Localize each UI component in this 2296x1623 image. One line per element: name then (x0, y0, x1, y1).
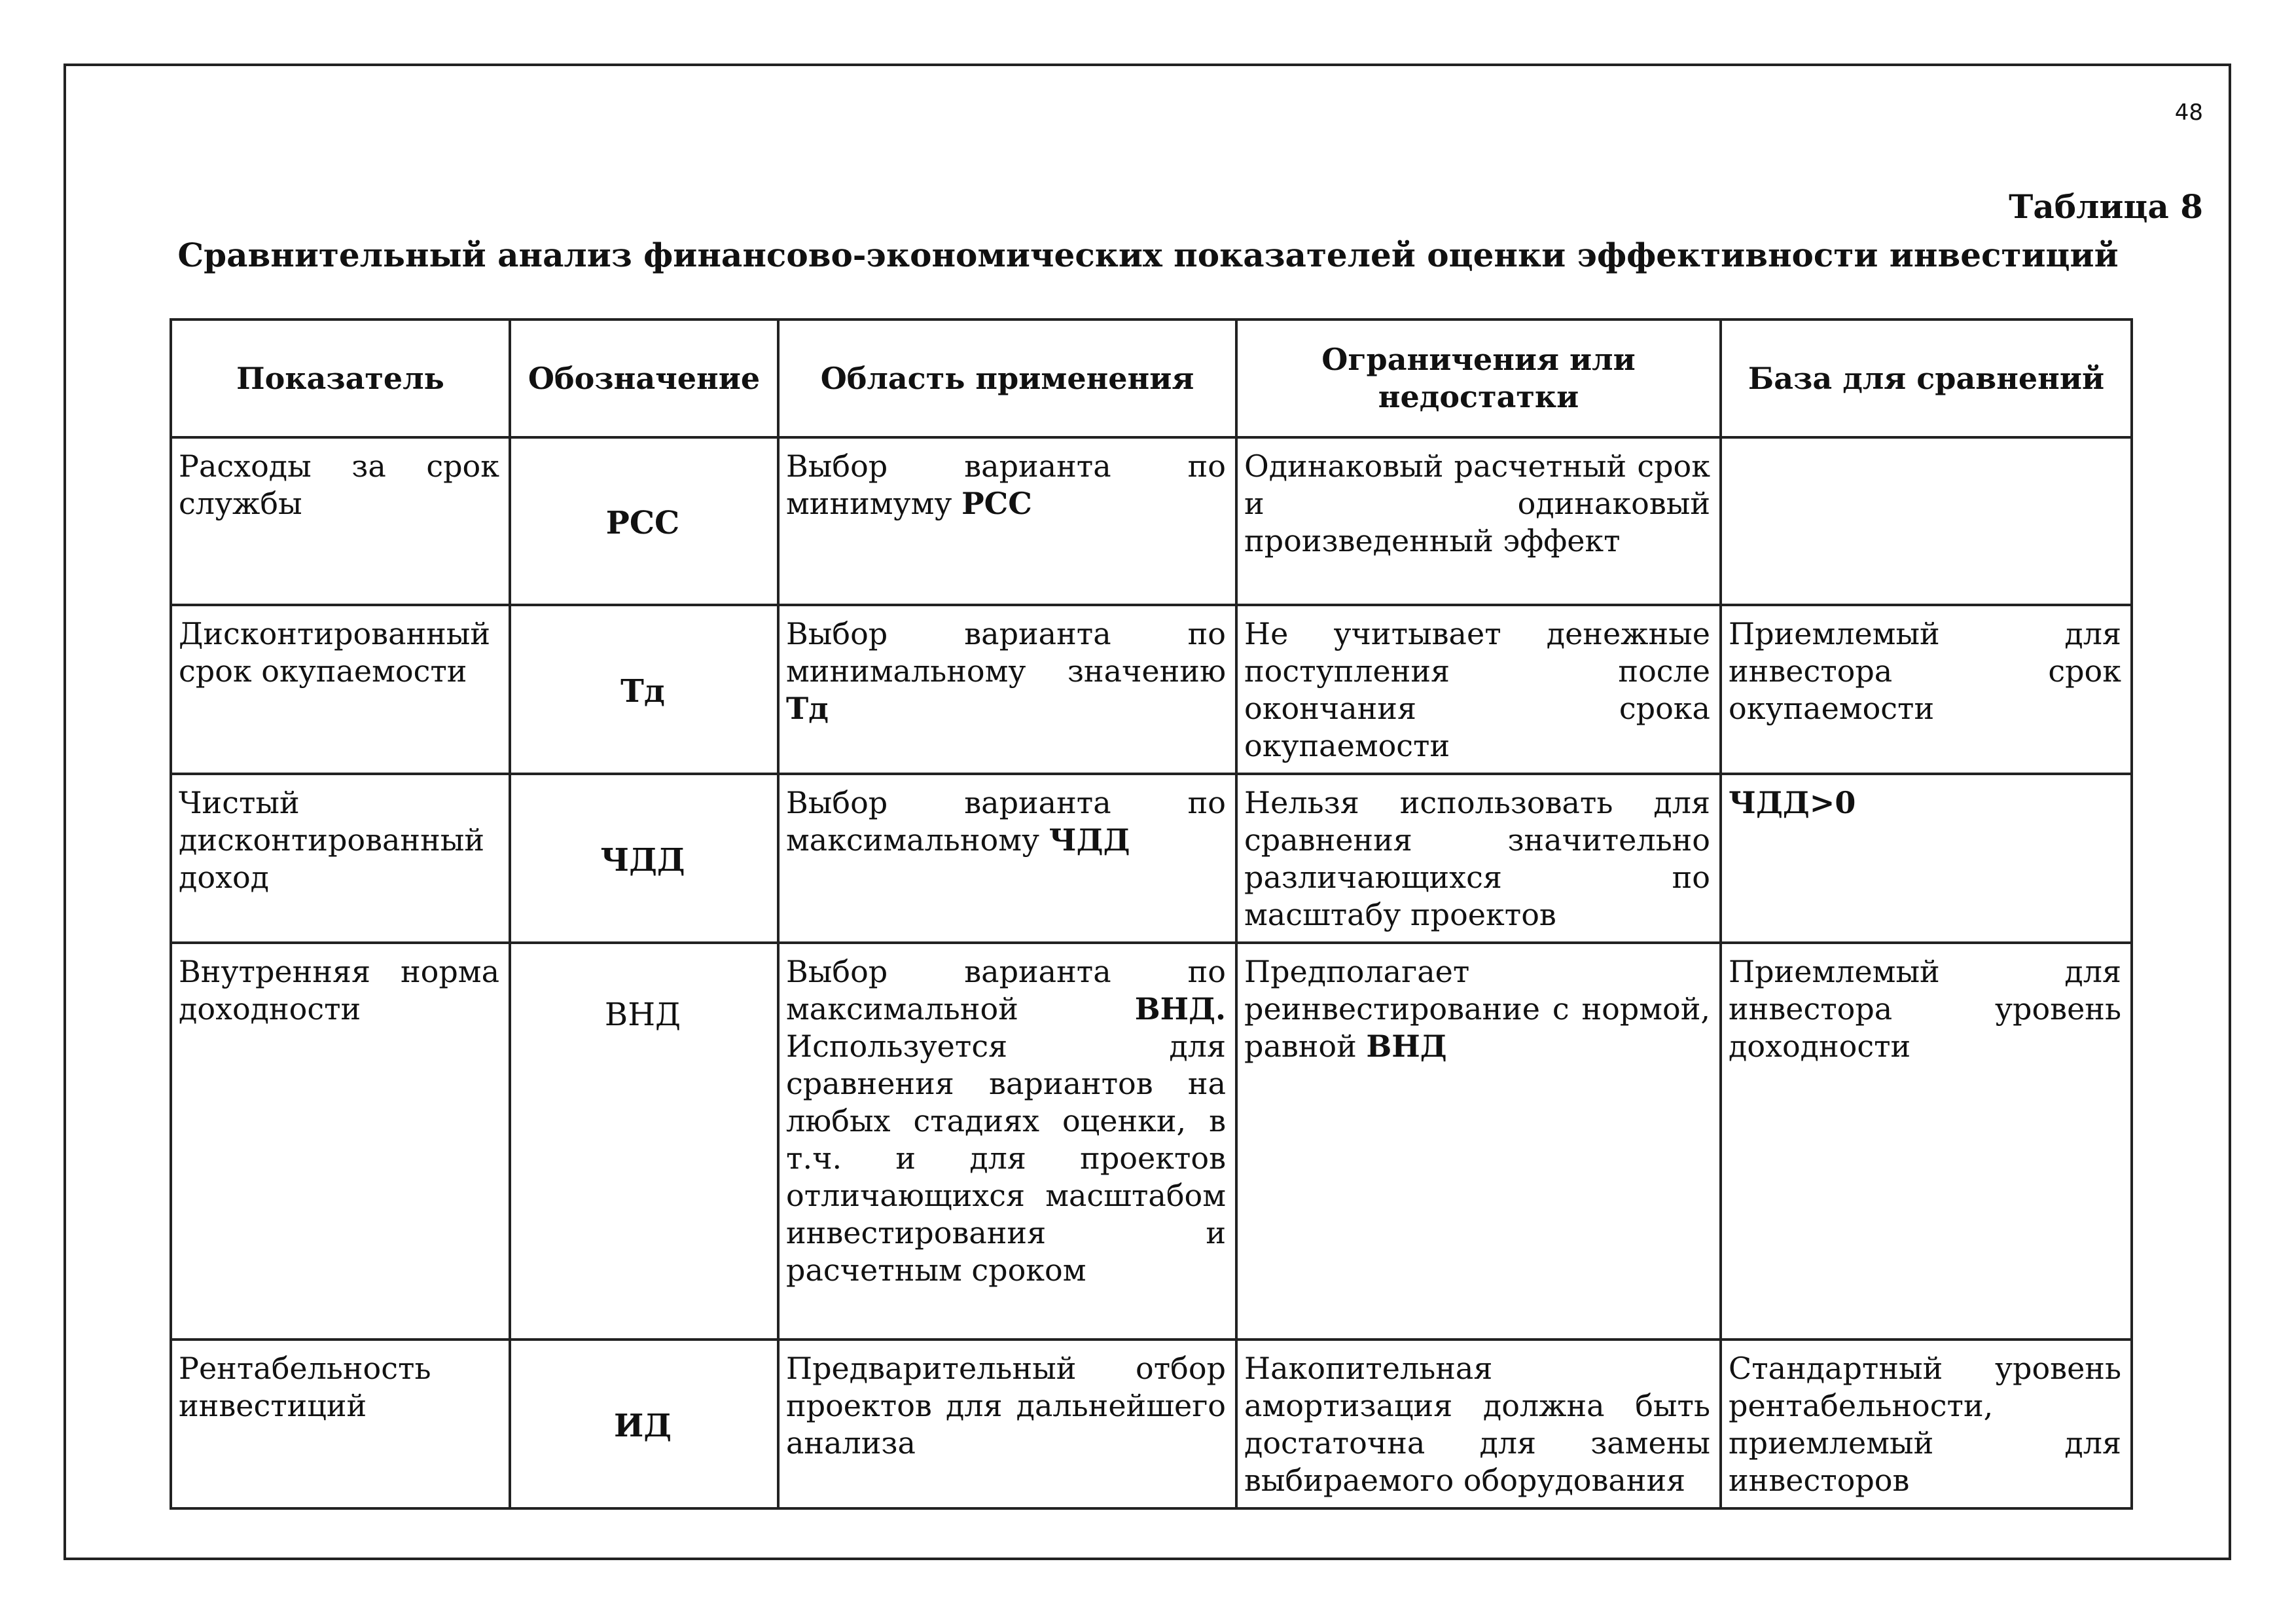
table-title: Сравнительный анализ финансово-экономических показателей оценки эффективности инвестиций (177, 236, 2119, 274)
cell-indicator: Рентабельность инвестиций (171, 1340, 510, 1508)
header-indicator: Показатель (171, 319, 510, 437)
page-number: 48 (2174, 100, 2203, 126)
cell-indicator: Чистый дисконтированный доход (171, 774, 510, 943)
cell-limitations: Не учитывает денежные поступления после окончания срока окупаемости (1236, 605, 1721, 774)
table-row (171, 774, 2132, 943)
header-designation: Обозначение (510, 319, 778, 437)
table-row (171, 943, 2132, 1340)
header-comparison-base: База для сравнений (1721, 319, 2132, 437)
cell-application (778, 774, 1236, 943)
cell-comparison-base: Стандартный уровень рентабельности, приемлемый для инвесторов (1721, 1340, 2132, 1508)
cell-comparison-base: Приемлемый для инвестора уровень доходности (1721, 943, 2132, 1340)
table-header-row (171, 319, 2132, 437)
limitations-bold: ВНД (1366, 1029, 1447, 1064)
application-text: Выбор варианта по минимальному значению (786, 616, 1226, 689)
table-row (171, 605, 2132, 774)
cell-limitations: Накопительная амортизация должна быть достаточна для замены выбираемого оборудования (1236, 1340, 1721, 1508)
cell-limitations (1236, 943, 1721, 1340)
limitations-text: Предполагает реинвестирование с нормой, равной (1244, 954, 1710, 1064)
cell-limitations: Одинаковый расчетный срок и одинаковый произведенный эффект (1236, 437, 1721, 605)
cell-application (778, 437, 1236, 605)
cell-designation: Тд (510, 605, 778, 774)
cell-designation: ВНД (510, 943, 778, 1340)
cell-designation: ИД (510, 1340, 778, 1508)
cell-indicator: Внутренняя норма доходности (171, 943, 510, 1340)
cell-limitations: Нельзя использовать для сравнения значительно различающихся по масштабу проектов (1236, 774, 1721, 943)
application-text: Выбор варианта по максимальному (786, 785, 1226, 858)
application-bold: Тд (786, 691, 829, 726)
cell-indicator: Дисконтированный срок окупаемости (171, 605, 510, 774)
application-tail: Используется для сравнения вариантов на любых стадиях оценки, в т.ч. и для проектов отличающихся масштабом инвестирования и расчетным сроком (786, 1029, 1226, 1288)
application-bold: РСС (961, 486, 1032, 521)
header-application: Область применения (778, 319, 1236, 437)
cell-comparison-base (1721, 437, 2132, 605)
table-row (171, 1340, 2132, 1508)
application-bold: ВНД. (1134, 991, 1226, 1027)
application-text: Выбор варианта по минимуму (786, 448, 1226, 521)
cell-application (778, 943, 1236, 1340)
application-bold: ЧДД (1049, 822, 1130, 858)
cell-designation: ЧДД (510, 774, 778, 943)
comparison-table (170, 318, 2133, 1510)
cell-indicator: Расходы за срок службы (171, 437, 510, 605)
cell-application: Предварительный отбор проектов для дальнейшего анализа (778, 1340, 1236, 1508)
cell-application (778, 605, 1236, 774)
cell-comparison-base: ЧДД>0 (1721, 774, 2132, 943)
table-label: Таблица 8 (2009, 187, 2203, 226)
application-text: Выбор варианта по максимальной (786, 954, 1226, 1027)
cell-designation: РСС (510, 437, 778, 605)
cell-comparison-base: Приемлемый для инвестора срок окупаемости (1721, 605, 2132, 774)
table-row (171, 437, 2132, 605)
header-limitations: Ограничения или недостатки (1236, 319, 1721, 437)
